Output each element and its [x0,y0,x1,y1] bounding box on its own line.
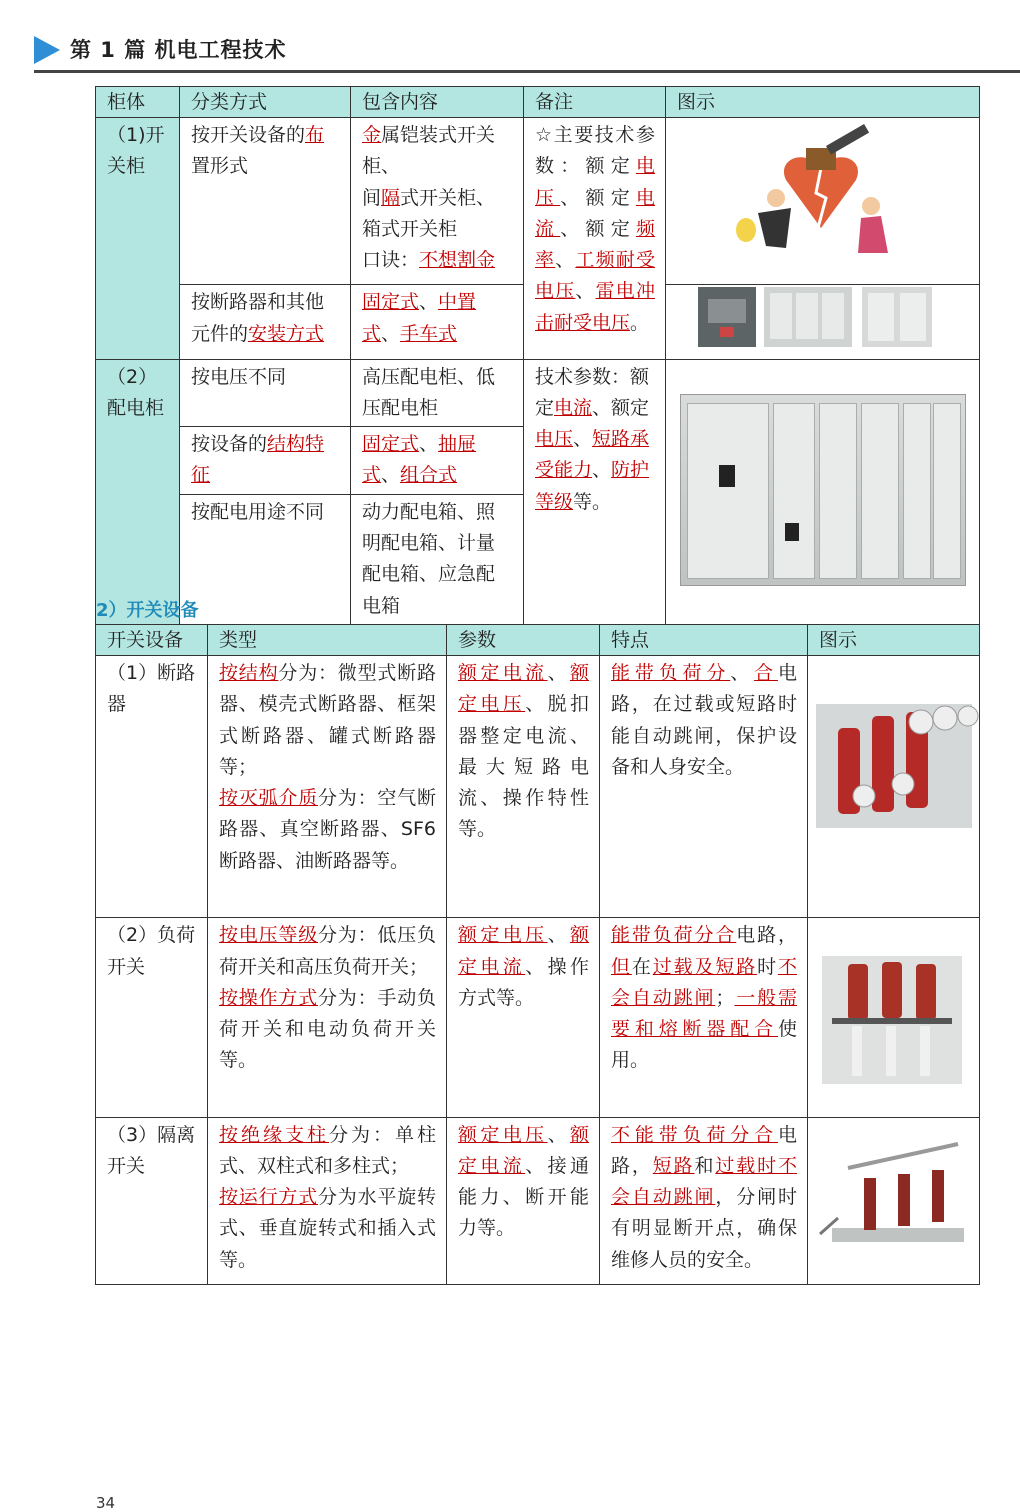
device-name: （1）断路器 [96,656,208,918]
device-types: 按绝缘支柱分为：单柱式、双柱式和多柱式； 按运行方式分为水平旋转式、垂直旋转式和插入式等。 [208,1117,447,1284]
header-cell: 包含内容 [351,87,524,118]
category-content: 金属铠装式开关柜、 间隔式开关柜、 箱式开关柜 口诀：不想割金 [351,118,524,285]
header-cell: 柜体 [96,87,180,118]
category-method: 按设备的结构特征 [180,427,351,495]
category-method: 按断路器和其他元件的安装方式 [180,285,351,359]
cabinet-type-distribution: （2）配电柜 [96,359,180,624]
arrow-icon [34,36,60,64]
page-number: 34 [96,1494,116,1512]
device-params: 额定电压、额定电流、操作方式等。 [447,918,600,1117]
circuit-breaker-photo [808,656,980,907]
breaker-photo [808,656,980,918]
header-cell: 图示 [666,87,980,118]
header-cell: 开关设备 [96,625,208,656]
device-types: 按结构分为：微型式断路器、模壳式断路器、框架式断路器、罐式断路器等； 按灭弧介质分为：空气断路器、真空断路器、SF6断路器、油断路器等。 [208,656,447,918]
header-cell: 参数 [447,625,600,656]
header-cell: 图示 [808,625,980,656]
distribution-cabinet-photo [666,359,980,624]
table-row [96,918,980,1117]
category-content: 高压配电柜、低压配电柜 [351,359,524,427]
header-cell: 类型 [208,625,447,656]
load-switch-photo [808,918,980,1117]
header-cell: 特点 [600,625,808,656]
switchgear-photos [666,285,980,359]
cabinet-type-switchgear: （1)开关柜 [96,118,180,360]
device-name: （3）隔离开关 [96,1117,208,1284]
isolating-switch-image [808,1118,980,1274]
device-params: 额定电流、额定电压、脱扣器整定电流、最大短路电流、操作特性等。 [447,656,600,918]
category-content: 固定式、中置式、手车式 [351,285,524,359]
device-params: 额定电压、额定电流、接通能力、断开能力等。 [447,1117,600,1284]
cartoon-image [666,118,980,274]
device-features: 能带负荷分、合电路，在过载或短路时能自动跳闸，保护设备和人身安全。 [600,656,808,918]
header-cell: 备注 [524,87,666,118]
cartoon-illustration [666,118,980,285]
page-header [34,30,1020,74]
category-content: 动力配电箱、照明配电箱、计量配电箱、应急配电箱 [351,494,524,624]
category-method: 按电压不同 [180,359,351,427]
device-types: 按电压等级分为：低压负荷开关和高压负荷开关； 按操作方式分为：手动负荷开关和电动负荷开关等。 [208,918,447,1117]
category-method: 按配电用途不同 [180,494,351,624]
header-cell: 分类方式 [180,87,351,118]
header-title: 第 1 篇 机电工程技术 [70,38,287,62]
isolating-switch-photo [808,1117,980,1284]
table-header-row [96,625,980,656]
remark-cell: 技术参数：额定电流、额定电压、短路承受能力、防护等级等。 [524,359,666,624]
switchgear-cabinet-icon [680,394,966,586]
switchgear-photo-strip [666,285,980,348]
category-content: 固定式、抽屉式、组合式 [351,427,524,495]
cabinet-table [95,86,980,625]
load-switch-image [808,918,980,1106]
remark-cell: ☆主要技术参数：额定电压、额定电流、额定频率、工频耐受电压、雷电冲击耐受电压。 [524,118,666,360]
category-method: 按开关设备的布置形式 [180,118,351,285]
table-row [96,359,980,427]
switch-device-table [95,624,980,1285]
table-header-row [96,87,980,118]
device-features: 能带负荷分合电路，但在过载及短路时不会自动跳闸；一般需要和熔断器配合使用。 [600,918,808,1117]
device-features: 不能带负荷分合电路，短路和过载时不会自动跳闸，分闸时有明显断开点，确保维修人员的安全。 [600,1117,808,1284]
section-title: 2）开关设备 [96,600,199,621]
table-row [96,118,980,285]
header-rule [34,70,1020,73]
device-name: （2）负荷开关 [96,918,208,1117]
table-row [96,1117,980,1284]
table-row [96,656,980,918]
